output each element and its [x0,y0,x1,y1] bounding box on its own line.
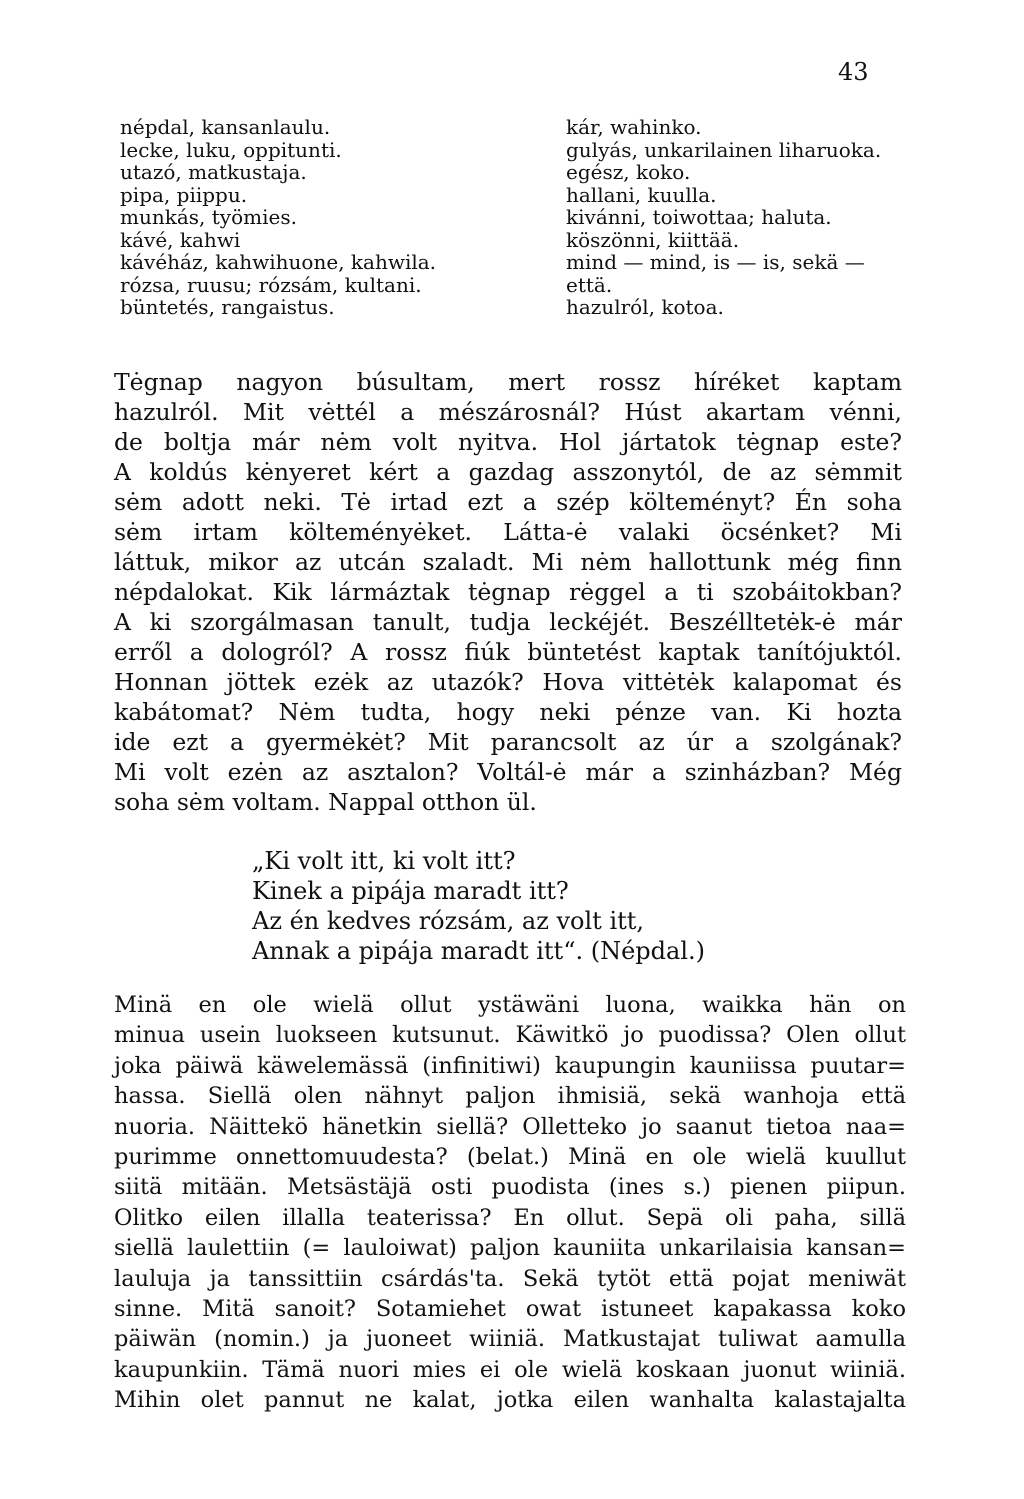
vocabulary-entry: kár, wahinko. [566,115,702,139]
text-line: A ki szorgálmasan tanult, tudja leckéjét. Beszélltetėk-ė már [114,608,902,636]
vocabulary-left-column [120,116,540,319]
text-line: A koldús kėnyeret kért a gazdag asszonytól, de az sėmmit [114,458,902,486]
text-line: Honnan jöttek ezėk az utazók? Hova vittėtėk kalapomat és [114,668,902,696]
text-line: Minä en ole wielä ollut ystäwäni luona, waikka hän on [114,992,906,1018]
text-line: kaupunkiin. Tämä nuori mies ei ole wielä koskaan juonut wiiniä. [114,1356,906,1383]
vocabulary-entry: rózsa, ruusu; rózsám, kultani. [120,272,422,297]
text-line: Tėgnap nagyon búsultam, mert rossz híréket kaptam [114,368,902,396]
poem-line: Annak a pipája maradt itt“. (Népdal.) [252,937,705,965]
vocabulary-entry: hallani, kuulla. [566,182,717,207]
vocabulary-entry: utazó, matkustaja. [120,160,307,184]
vocabulary-entry: pipa, piippu. [120,182,248,207]
vocabulary-entry: lecke, luku, oppitunti. [120,137,342,162]
poem-line: Kinek a pipája maradt itt? [252,877,569,905]
vocabulary-entry: gulyás, unkarilainen lih​aruoka. [566,137,882,162]
text-line: siellä laulettiin (= lauloiwat) paljon kauniita unkarilaisia kansan= [114,1235,906,1262]
text-line: nuoria. Näittekö hänetkin siellä? Olletteko jo saanut tietoa naa= [114,1113,906,1140]
poem-line: Az én kedves rózsám, az volt itt, [252,907,645,935]
vocabulary-entry: että. [566,272,613,297]
text-line: láttuk, mikor az utcán szaladt. Mi nėm hallottunk még finn [114,548,902,576]
text-line: ide ezt a gyermėkėt? Mit parancsolt az úr a szolgának? [114,728,902,756]
text-line: erről a dologról? A rossz fiúk büntetést kaptak tanítójuktól. [114,638,902,666]
text-line: sinne. Mitä sanoit? Sotamiehet owat istuneet kapakassa koko [114,1296,906,1323]
hungarian-exercise-text [114,367,902,817]
vocabulary-entry: egész, koko. [566,160,691,184]
text-line: lauluja ja tanssittiin csárdás'ta. Sekä tytöt että pojat meniwät [114,1265,906,1292]
text-line: Olitko eilen illalla teaterissa? En ollut. Sepä oli paha, sillä [114,1204,906,1231]
page-number: 43 [838,58,869,86]
vocabulary-entry: népdal, kansanlaulu. [120,115,331,139]
text-line: kabátomat? Nėm tudta, hogy neki pénze van. Ki hozta [114,698,902,726]
text-line: purimme onnettomuudesta? (belat.) Minä en ole wielä kuullut [114,1144,906,1171]
vocabulary-entry: kávéház, kahwihuone, kahwila. [120,250,437,274]
text-line: sėm adott neki. Tė irtad ezt a szép költeményt? Én soha [114,488,902,516]
folk-song-poem [252,846,705,966]
text-line: de boltja már nėm volt nyitva. Hol jártatok tėgnap este? [114,428,902,456]
text-line: minua usein luokseen kutsunut. Käwitkö jo puodissa? Olen ollut [114,1022,906,1049]
finnish-exercise-text [114,990,906,1416]
text-line: sėm irtam költeményėket. Látta-ė valaki öcsénket? Mi [114,518,902,546]
text-line: Mihin olet pannut ne kalat, jotka eilen wanhalta kalastajalta [114,1387,906,1414]
vocabulary-entry: büntetés, rangaistus. [120,295,335,319]
text-line: päiwän (nomin.) ja juoneet wiiniä. Matkustajat tuliwat aamulla [114,1326,906,1353]
text-line: hazulról. Mit vėttél a mészárosnál? Húst akartam vénni, [114,398,902,426]
vocabulary-entry: munkás, työmies. [120,205,297,229]
poem-line: „Ki volt itt, ki volt itt? [252,847,516,875]
text-line: hassa. Siellä olen nähnyt paljon ihmisiä, sekä wanhoja että [114,1083,906,1110]
text-line: népdalokat. Kik lármáztak tėgnap rėggel a ti szobáitokban? [114,578,902,606]
vocabulary-entry: kivánni, toiwottaa; haluta. [566,205,832,229]
vocabulary-entry: köszönni, kiittää. [566,227,740,252]
text-line: joka päiwä käwelemässä (infinitiwi) kaupungin kauniissa puutar= [114,1052,906,1079]
vocabulary-entry: kávé, kahwi [120,227,241,252]
text-line: siitä mitään. Metsästäjä osti puodista (ines s.) pienen piipun. [114,1174,906,1201]
text-line: soha sėm voltam. Nappal otthon ül. [114,788,537,816]
vocabulary-entry: mind — mind, is — is, sekä — [566,250,865,274]
text-line: Mi volt ezėn az asztalon? Voltál-ė már a szinházban? Még [114,758,902,786]
vocabulary-right-column [566,116,946,319]
vocabulary-entry: hazulról, kotoa. [566,295,724,319]
